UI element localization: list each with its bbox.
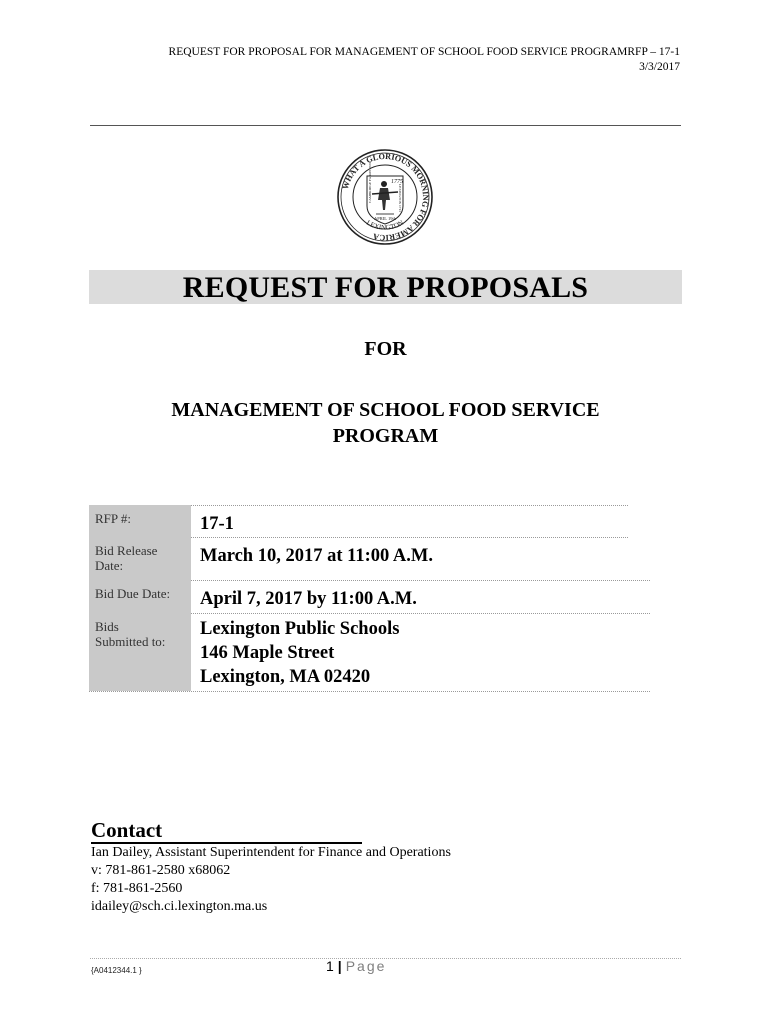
bid-release-value: March 10, 2017 at 11:00 A.M. [200,546,433,566]
contact-email[interactable]: idailey@sch.ci.lexington.ma.us [91,899,268,914]
contact-heading: Contact [91,818,163,842]
bids-submitted-label-line-2: Submitted to: [95,634,166,649]
bids-submitted-address [191,613,650,691]
seal-icon [336,148,434,246]
page-separator: | [337,958,342,974]
page-number-value: 1 [326,958,334,974]
page-number [326,958,386,974]
subject-line-1: MANAGEMENT OF SCHOOL FOOD SERVICE [171,399,600,421]
rfp-number-value: 17-1 [200,514,234,534]
svg-text:1775: 1775 [391,179,403,185]
contact-heading-underline [91,842,362,844]
svg-text:LEXINGTON: LEXINGTON [364,218,406,232]
svg-text:WHAT A GLORIOUS MORNING FOR AM: WHAT A GLORIOUS MORNING FOR AMERICA [340,151,431,243]
bids-submitted-label [89,613,191,691]
subject-line-2: PROGRAM [332,425,439,447]
bids-submitted-label-line-1: Bids [95,619,119,634]
document-subject [89,397,682,449]
town-seal [336,148,434,246]
bid-due-value: April 7, 2017 by 11:00 A.M. [200,589,417,609]
document-title: REQUEST FOR PROPOSALS [182,271,589,304]
contact-phone: v: 781-861-2580 x68062 [91,863,231,878]
title-for: FOR [364,338,407,360]
address-line-1: Lexington Public Schools [200,619,400,639]
bid-release-label-line-2: Date: [95,558,124,573]
bid-due-label: Bid Due Date: [89,580,191,613]
rfp-number-label: RFP #: [89,505,191,537]
contact-fax: f: 781-861-2560 [91,881,183,896]
contact-name: Ian Dailey, Assistant Superintendent for Finance and Operations [91,845,451,860]
bid-release-label [89,537,191,580]
address-line-2: 146 Maple Street [200,643,335,663]
header-divider [90,125,681,126]
page-word: Page [345,958,387,974]
table-bottom-rule [89,691,650,692]
document-header-title: REQUEST FOR PROPOSAL FOR MANAGEMENT OF SCHOOL FOOD SERVICE PROGRAMRFP – 17-1 [168,46,680,58]
svg-text:LEXINGTON 1713: LEXINGTON 1713 [398,184,402,213]
bid-release-label-line-1: Bid Release [95,543,158,558]
svg-text:APRIL 19th: APRIL 19th [374,216,396,221]
document-id: {A0412344.1 } [91,966,142,975]
address-line-3: Lexington, MA 02420 [200,667,371,687]
svg-text:CAMBRIDGE FARMS 1691: CAMBRIDGE FARMS 1691 [368,161,372,203]
document-header-date: 3/3/2017 [639,61,680,73]
